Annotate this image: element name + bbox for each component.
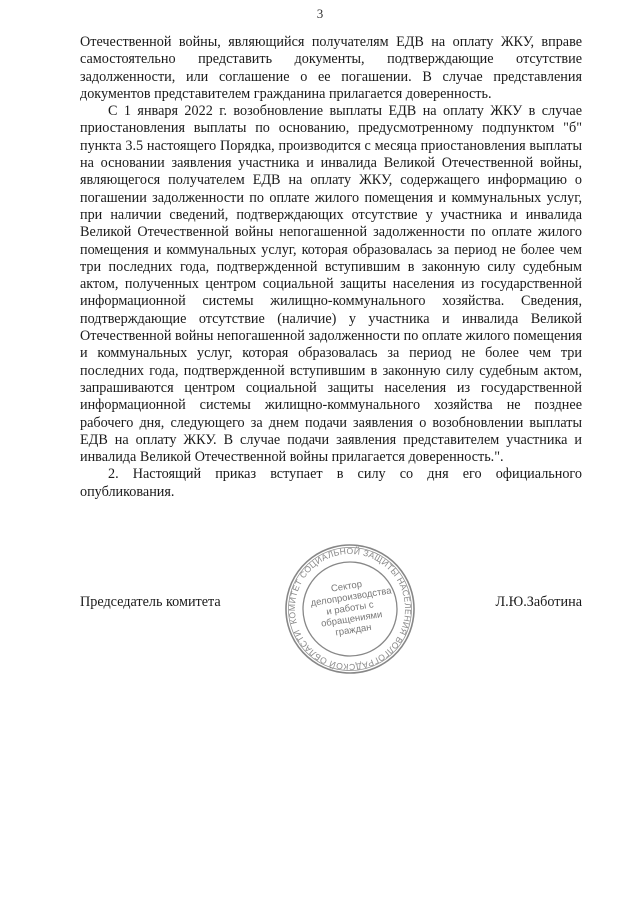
- signer-name: Л.Ю.Заботина: [495, 594, 582, 610]
- official-stamp: [283, 542, 417, 676]
- document-body: [80, 34, 582, 501]
- paragraph-continuation: Отечественной войны, являющийся получателям ЕДВ на оплату ЖКУ, вправе самостоятельно представить документы, подтверждающие отсутствие задолженности, или соглашение о ее погашении. В случае представления документов представителем гражданина прилагается доверенность.: [80, 34, 582, 102]
- paragraph-order-effective: 2. Настоящий приказ вступает в силу со дня его официального опубликования.: [80, 466, 582, 500]
- stamp-ring-text: КОМИТЕТ СОЦИАЛЬНОЙ ЗАЩИТЫ НАСЕЛЕНИЯ ВОЛГОГРАДСКОЙ ОБЛАСТИ: [286, 545, 414, 673]
- stamp-center-text: Сектор делопроизводства и работы с обращениями граждан: [309, 578, 393, 639]
- page-number: 3: [316, 6, 324, 21]
- paragraph-payment-resumption: С 1 января 2022 г. возобновление выплаты ЕДВ на оплату ЖКУ в случае приостановления выплаты по основанию, предусмотренному подпунктом "б" пункта 3.5 настоящего Порядка, производится с месяца приостановления выплаты на основании заявления участника и инвалида Великой Отечественной войны, являющегося получателем ЕДВ на оплату ЖКУ, содержащего информацию о погашении задолженности по оплате жилого помещения и коммунальных услуг, при наличии сведений, подтверждающих отсутствие у участника и инвалида Великой Отечественной войны непогашенной задолженности по оплате жилого помещения и коммунальных услуг, которая образовалась за период не более чем три последних года, подтвержденной вступившим в законную силу судебным актом, полученных центром социальной защиты населения из государственной информационной системы жилищно-коммунального хозяйства. Сведения, подтверждающие отсутствие (наличие) у участника и инвалида Великой Отечественной войны непогашенной задолженности по оплате жилого помещения и коммунальных услуг, которая образовалась за период не более чем три последних года, подтвержденной вступившим в законную силу судебным актом, запрашиваются центром социальной защиты населения из государственной информационной системы жилищно-коммунального хозяйства не позднее рабочего дня, следующего за днем подачи заявления о возобновлении выплаты ЕДВ на оплату ЖКУ. В случае подачи заявления представителем участника и инвалида Великой Отечественной войны прилагается доверенность.".: [80, 103, 582, 466]
- signer-title: Председатель комитета: [80, 594, 221, 610]
